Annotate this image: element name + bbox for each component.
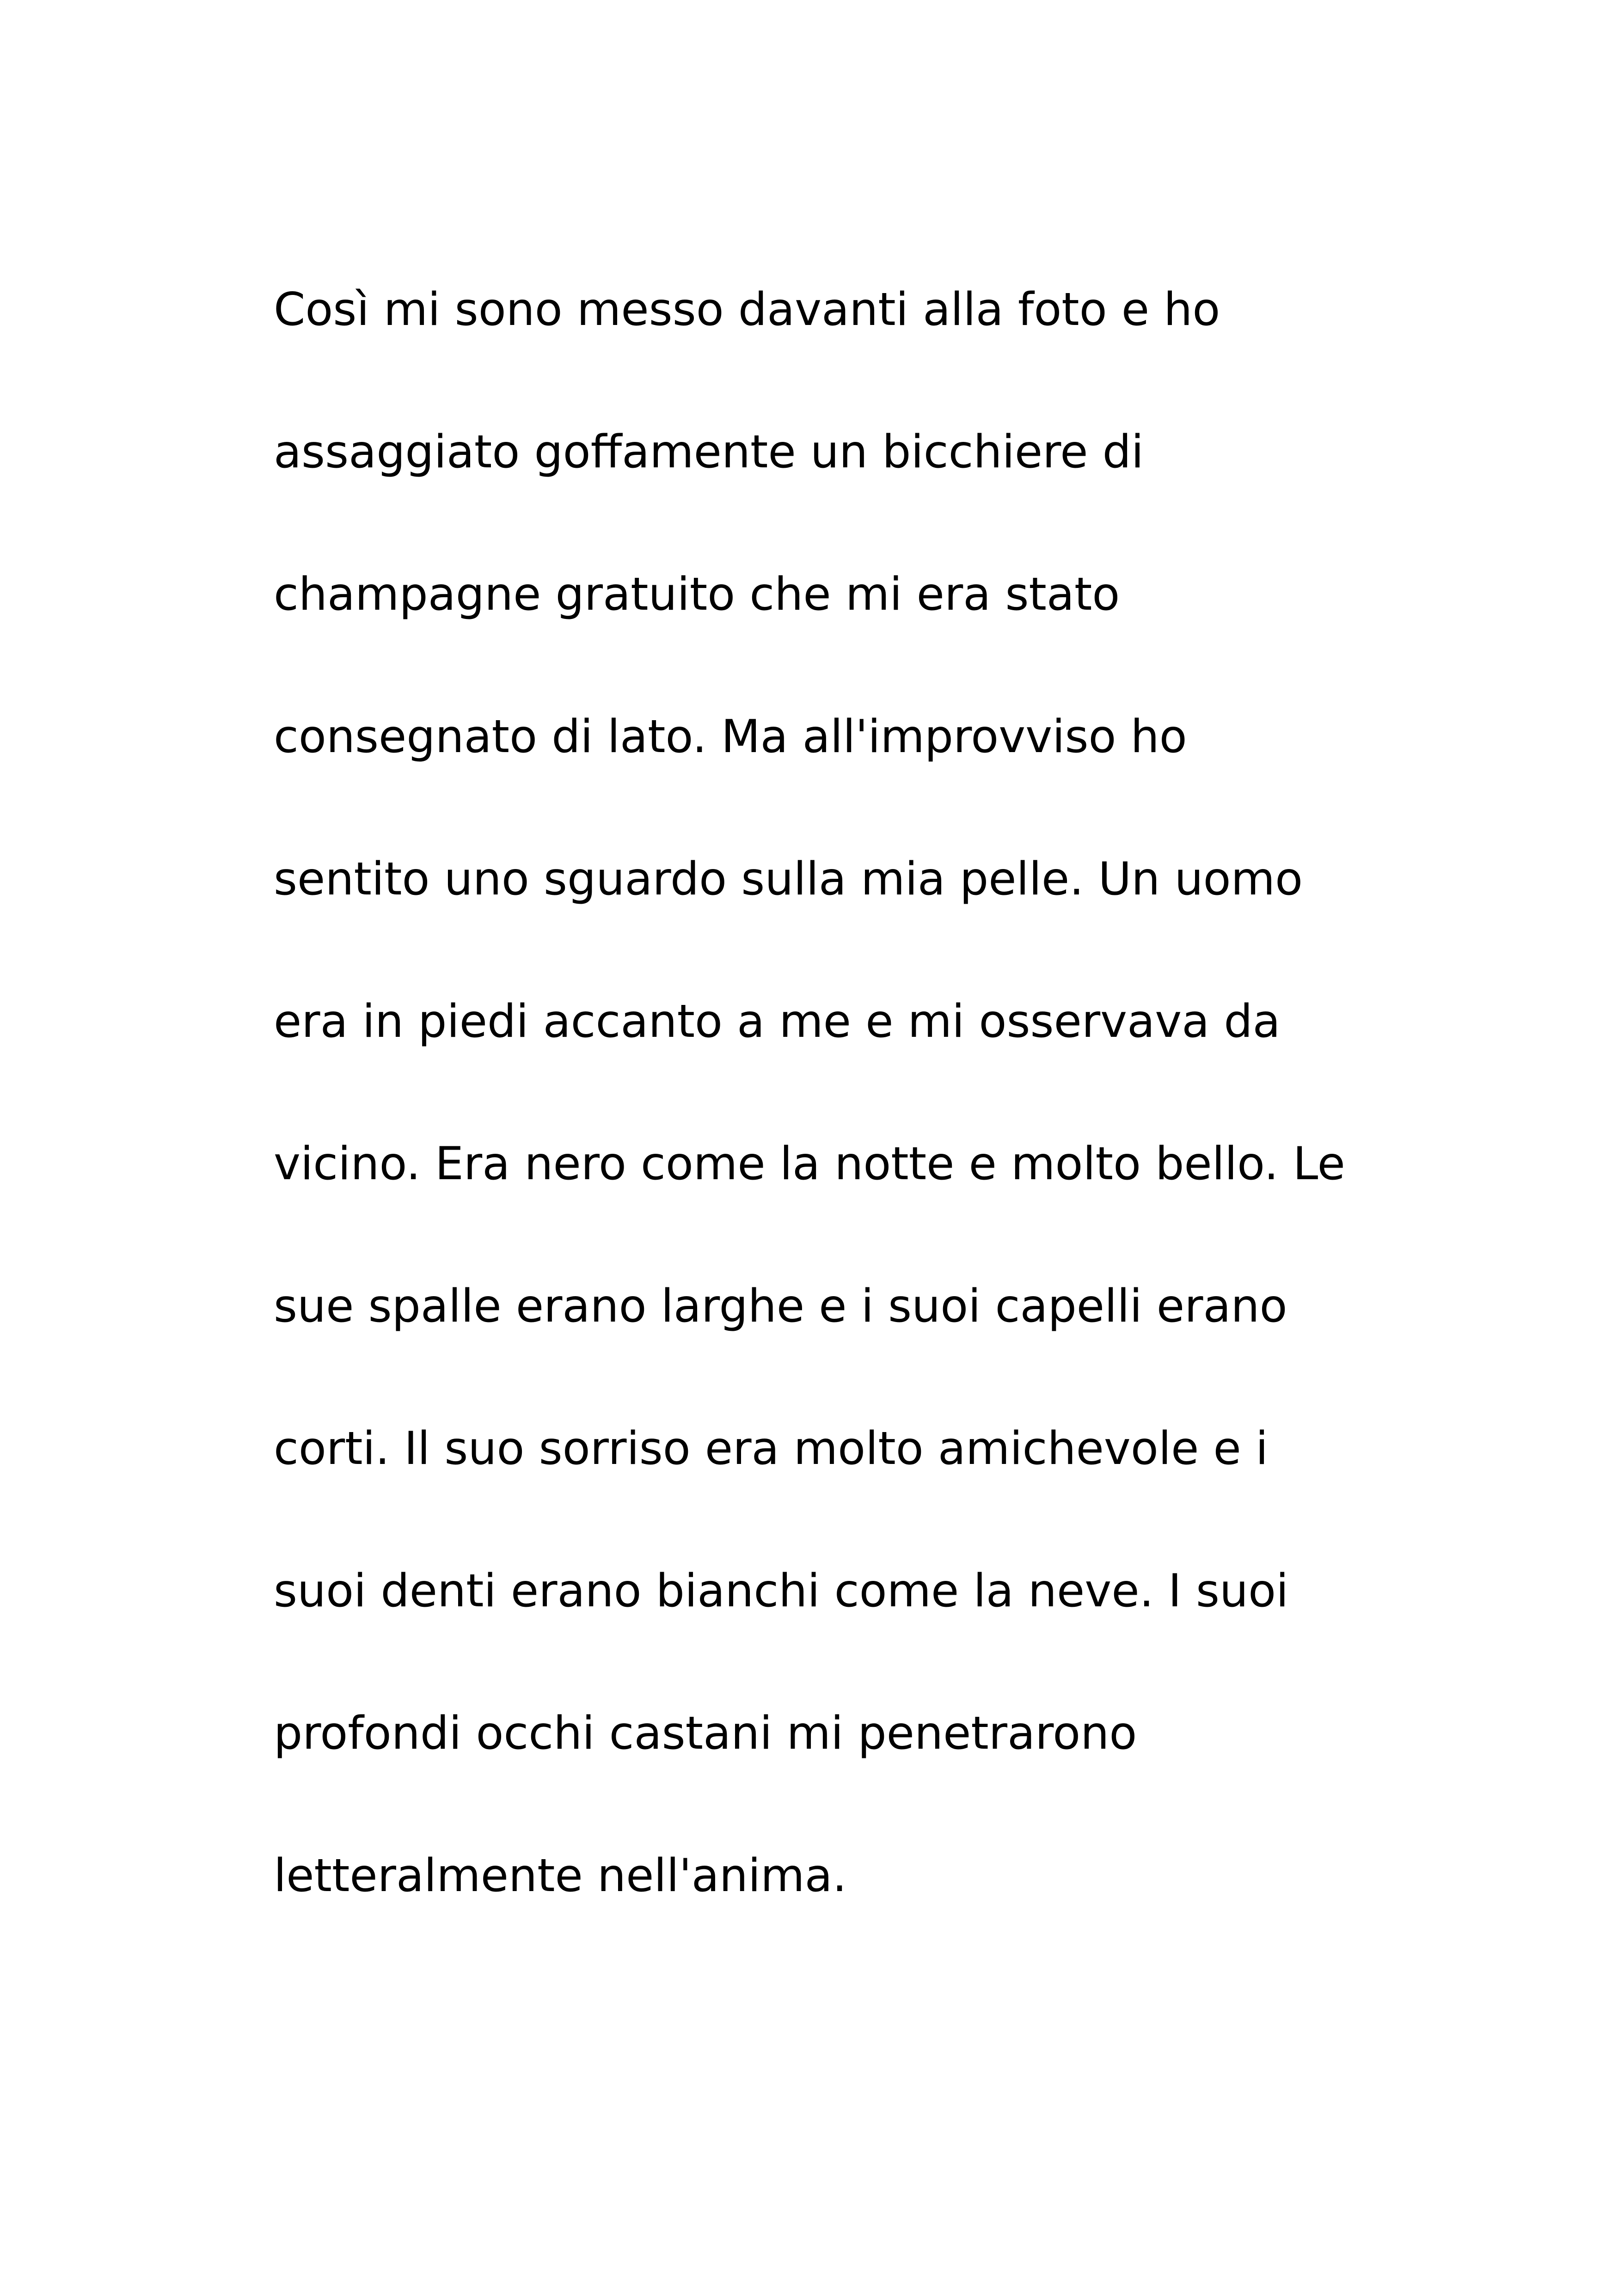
text-line: Così mi sono messo davanti alla foto e ho [274,283,1220,336]
text-line: era in piedi accanto a me e mi osservava da [274,995,1281,1048]
text-line: vicino. Era nero come la notte e molto bello. Le [274,1138,1345,1190]
text-line: consegnato di lato. Ma all'improvviso ho [274,710,1187,763]
text-line: champagne gratuito che mi era stato [274,568,1120,621]
text-line: assaggiato goffamente un bicchiere di [274,426,1144,478]
text-line: sue spalle erano larghe e i suoi capelli erano [274,1280,1287,1333]
text-line: corti. Il suo sorriso era molto amichevole e i [274,1422,1269,1475]
text-line: letteralmente nell'anima. [274,1849,847,1902]
text-line: suoi denti erano bianchi come la neve. I suoi [274,1565,1289,1617]
text-line: sentito uno sguardo sulla mia pelle. Un uomo [274,853,1303,906]
paragraph [274,263,1591,1972]
text-line: profondi occhi castani mi penetrarono [274,1707,1137,1760]
